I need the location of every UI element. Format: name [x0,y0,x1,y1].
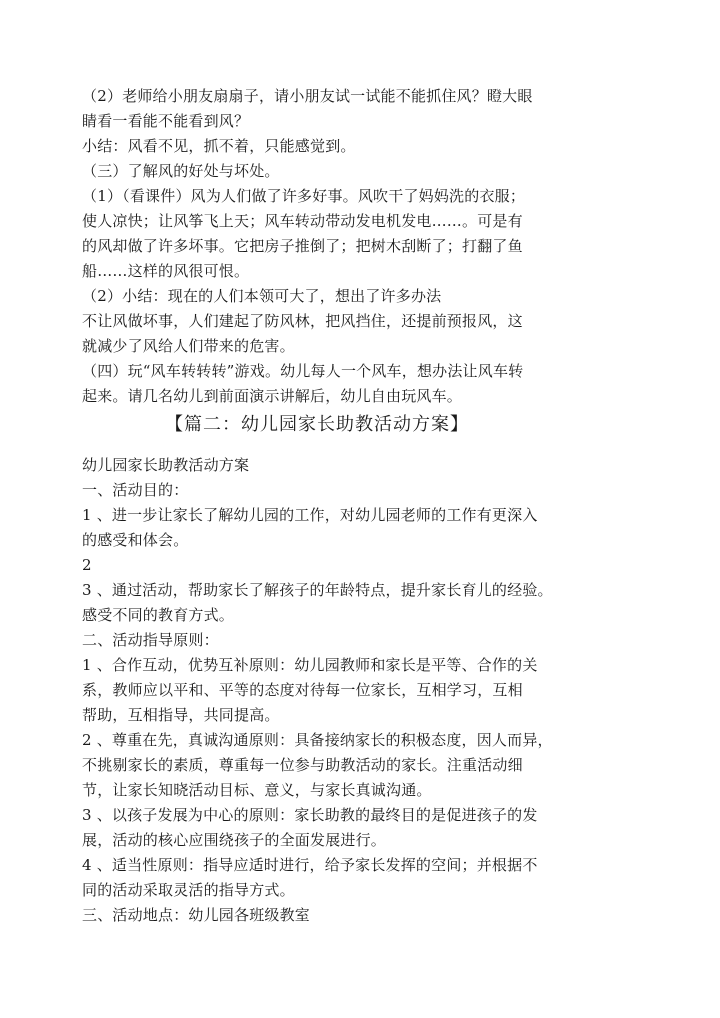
text-line: 2 、尊重在先，真诚沟通原则：具备接纳家长的积极态度，因人而异， [82,731,553,749]
text-line: 3 、通过活动，帮助家长了解孩子的年龄特点，提升家长育儿的经验。 [82,581,553,599]
text-line: 同的活动采取灵活的指导方式。 [82,881,295,899]
document-page [82,86,552,930]
text-line: 一、活动目的： [82,481,189,499]
text-line: 三、活动地点：幼儿园各班级教室 [82,906,311,924]
text-line: 不挑剔家长的素质，尊重每一位参与助教活动的家长。注重活动细 [82,756,523,774]
text-line: 2 [82,556,92,574]
text-line: 睛看一看能不能看到风？ [82,112,250,130]
text-line: 节，让家长知晓活动目标、意义，与家长真诚沟通。 [82,781,432,799]
text-line: （2）小结：现在的人们本领可大了，想出了许多办法 [82,287,442,305]
text-line: 起来。请几名幼儿到前面演示讲解后，幼儿自由玩风车。 [82,387,463,405]
text-line: （四）玩“风车转转转”游戏。幼儿每人一个风车，想办法让风车转 [82,362,524,380]
text-line: 展，活动的核心应围绕孩子的全面发展进行。 [82,831,387,849]
text-line: 船……这样的风很可恨。 [82,262,250,280]
text-line: 感受不同的教育方式。 [82,606,235,624]
text-line: （1）（看课件）风为人们做了许多好事。风吹干了妈妈洗的衣服； [82,187,526,205]
text-line: 的感受和体会。 [82,531,189,549]
text-line: （2）老师给小朋友扇扇子，请小朋友试一试能不能抓住风？瞪大眼 [82,87,533,105]
text-line: 使人凉快；让风筝飞上天；风车转动带动发电机发电……。可是有 [82,212,523,230]
text-line: （三）了解风的好处与坏处。 [82,162,280,180]
text-line: 系，教师应以平和、平等的态度对待每一位家长，互相学习，互相 [82,681,523,699]
section-parent-assist-plan [82,455,552,926]
text-line: 小结：风看不见，抓不着，只能感觉到。 [82,137,356,155]
text-line: 的风却做了许多坏事。它把房子推倒了；把树木刮断了；打翻了鱼 [82,237,523,255]
section-title: 【篇二：幼儿园家长助教活动方案】 [165,414,469,435]
text-line: 1 、进一步让家长了解幼儿园的工作，对幼儿园老师的工作有更深入 [82,506,538,524]
text-line: 不让风做坏事，人们建起了防风林，把风挡住，还提前预报风，这 [82,312,523,330]
text-line: 二、活动指导原则： [82,631,219,649]
text-line: 3 、以孩子发展为中心的原则：家长助教的最终目的是促进孩子的发 [82,806,538,824]
text-line: 帮助，互相指导，共同提高。 [82,706,280,724]
text-line: 就减少了风给人们带来的危害。 [82,337,295,355]
text-line: 幼儿园家长助教活动方案 [82,456,250,474]
text-line: 4 、适当性原则：指导应适时进行，给予家长发挥的空间；并根据不 [82,856,538,874]
section-wind-activity [82,86,552,407]
text-line: 1 、合作互动，优势互补原则：幼儿园教师和家长是平等、合作的关 [82,656,538,674]
